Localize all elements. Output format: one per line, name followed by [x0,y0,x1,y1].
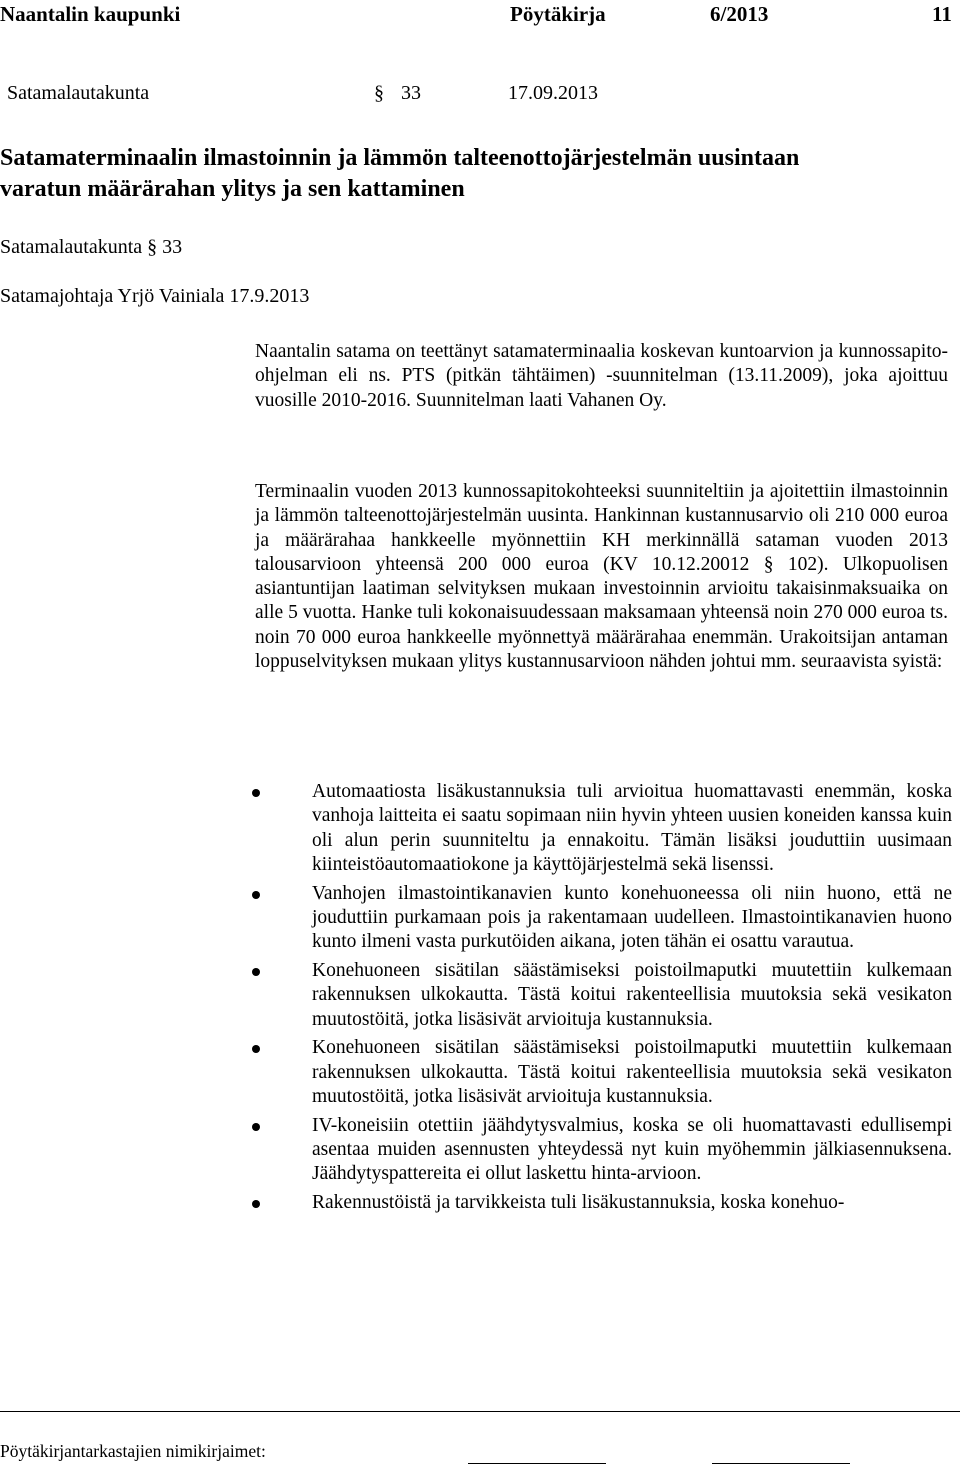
header-issue: 6/2013 [710,2,769,26]
header-page-number: 11 [932,2,952,26]
signature-line-1 [468,1463,606,1464]
list-item [252,882,952,955]
list-item [252,1036,952,1109]
list-item [252,1114,952,1187]
signature-line-2 [712,1463,850,1464]
list-item-text: Rakennustöistä ja tarvikkeista tuli lisäkustannuksia, koska konehuo- [312,1192,845,1214]
list-item [252,1191,952,1215]
bullet-list [252,780,952,1220]
bullet-dot-icon [252,1045,260,1053]
list-item-text: Konehuoneen sisätilan säästämiseksi poistoilmaputki muutettiin kulkemaan rakennuksen ulkokautta. Tästä koitui rakenteellisia muutoksia sekä vesikaton muutostöitä, jotka lisäsivät arvioituja kustannuksia. [312,1037,952,1108]
bullet-dot-icon [252,968,260,976]
paragraph-2-text: Terminaalin vuoden 2013 kunnossapitokohteeksi suunniteltiin ja ajoitettiin ilmastoinnin ja lämmön talteenottojärjestelmän uusinta. Hankinnan kustannusarvio oli 210 000 euroa ja määrärahaa hankkeelle myönnettiin KH merkinnällä sataman vuoden 2013 talousarvioon yhteensä 200 000 euroa (KV 10.12.20012 § 102). Ulkopuolisen asiantuntijan laatiman selvityksen mukaan investoinnin arvioitu takaisinmaksuaika on alle 5 vuotta. Hanke tuli kokonaisuudessaan maksamaan yhteensä noin 270 000 euroa ts. noin 70 000 euroa hankkeelle myönnettyä määrärahaa enemmän. Urakoitsijan antaman loppuselvityksen mukaan ylitys kustannusarvioon nähden johtui mm. seuraavista syistä: [255,481,948,673]
meeting-date: 17.09.2013 [508,82,598,104]
footer-divider [0,1411,960,1412]
bullet-dot-icon [252,789,260,797]
list-item-text: Konehuoneen sisätilan säästämiseksi poistoilmaputki muutettiin kulkemaan rakennuksen ulkokautta. Tästä koitui rakenteellisia muutoksia sekä vesikaton muutostöitä, jotka lisäsivät arvioituja kustannuksia. [312,960,952,1030]
title-line-1: Satamaterminaalin ilmastoinnin ja lämmön talteenottojärjestelmän uusintaan [0,145,800,171]
body-reference: Satamalautakunta § 33 [0,236,183,258]
paragraph-1-text: Naantalin satama on teettänyt satamaterminaalia koskevan kuntoarvion ja kunnossapito-ohjelman eli ns. PTS (pitkän tähtäimen) -suunnitelman (13.11.2009), joka ajoittuu vuosille 2010-2016. Suunnitelman laati Vahanen Oy. [255,341,948,411]
bullet-dot-icon [252,1123,260,1131]
list-item-text: IV-koneisiin otettiin jäähdytysvalmius, koska se oli huomattavasti edullisempi asentaa muiden asennusten yhteydessä nyt kuin myöhemmin jälkiasennuksena. Jäähdytyspattereita ei ollut laskettu hinta-arvioon. [312,1114,952,1185]
meeting-section: 33 [401,82,421,104]
list-item-text: Vanhojen ilmastointikanavien kunto konehuoneessa oli niin huono, että ne jouduttiin purkamaan pois ja rakentamaan uudelleen. Ilmastointikanavien huono kunto ilmeni vasta purkutöiden aikana, joten tähän ei osattu varautua. [312,882,952,953]
header-city: Naantalin kaupunki [0,2,181,26]
list-item-text: Automaatiosta lisäkustannuksia tuli arvioitua huomattavasti enemmän, koska vanhoja laitteita ei saatu sopimaan niin hyvin yhteen uusien koneiden kanssa kuin oli alun perin suunniteltu ja ennakoitu. Tämän lisäksi jouduttiin uusimaan kiinteistöautomaatiokone ja käyttöjärjestelmä sekä lisenssi. [312,781,952,875]
preparer-line: Satamajohtaja Yrjö Vainiala 17.9.2013 [0,285,310,307]
signatures-label: Pöytäkirjantarkastajien nimikirjaimet: [0,1441,266,1461]
paragraph-2 [255,480,948,674]
list-item [252,780,952,877]
title-line-2: varatun määrärahan ylitys ja sen kattaminen [0,176,465,202]
section-sign: § [374,82,384,104]
meeting-body: Satamalautakunta [7,82,150,104]
header-doc-type: Pöytäkirja [510,2,606,26]
bullet-dot-icon [252,1200,260,1208]
list-item [252,959,952,1032]
paragraph-1 [255,340,948,413]
bullet-dot-icon [252,891,260,899]
